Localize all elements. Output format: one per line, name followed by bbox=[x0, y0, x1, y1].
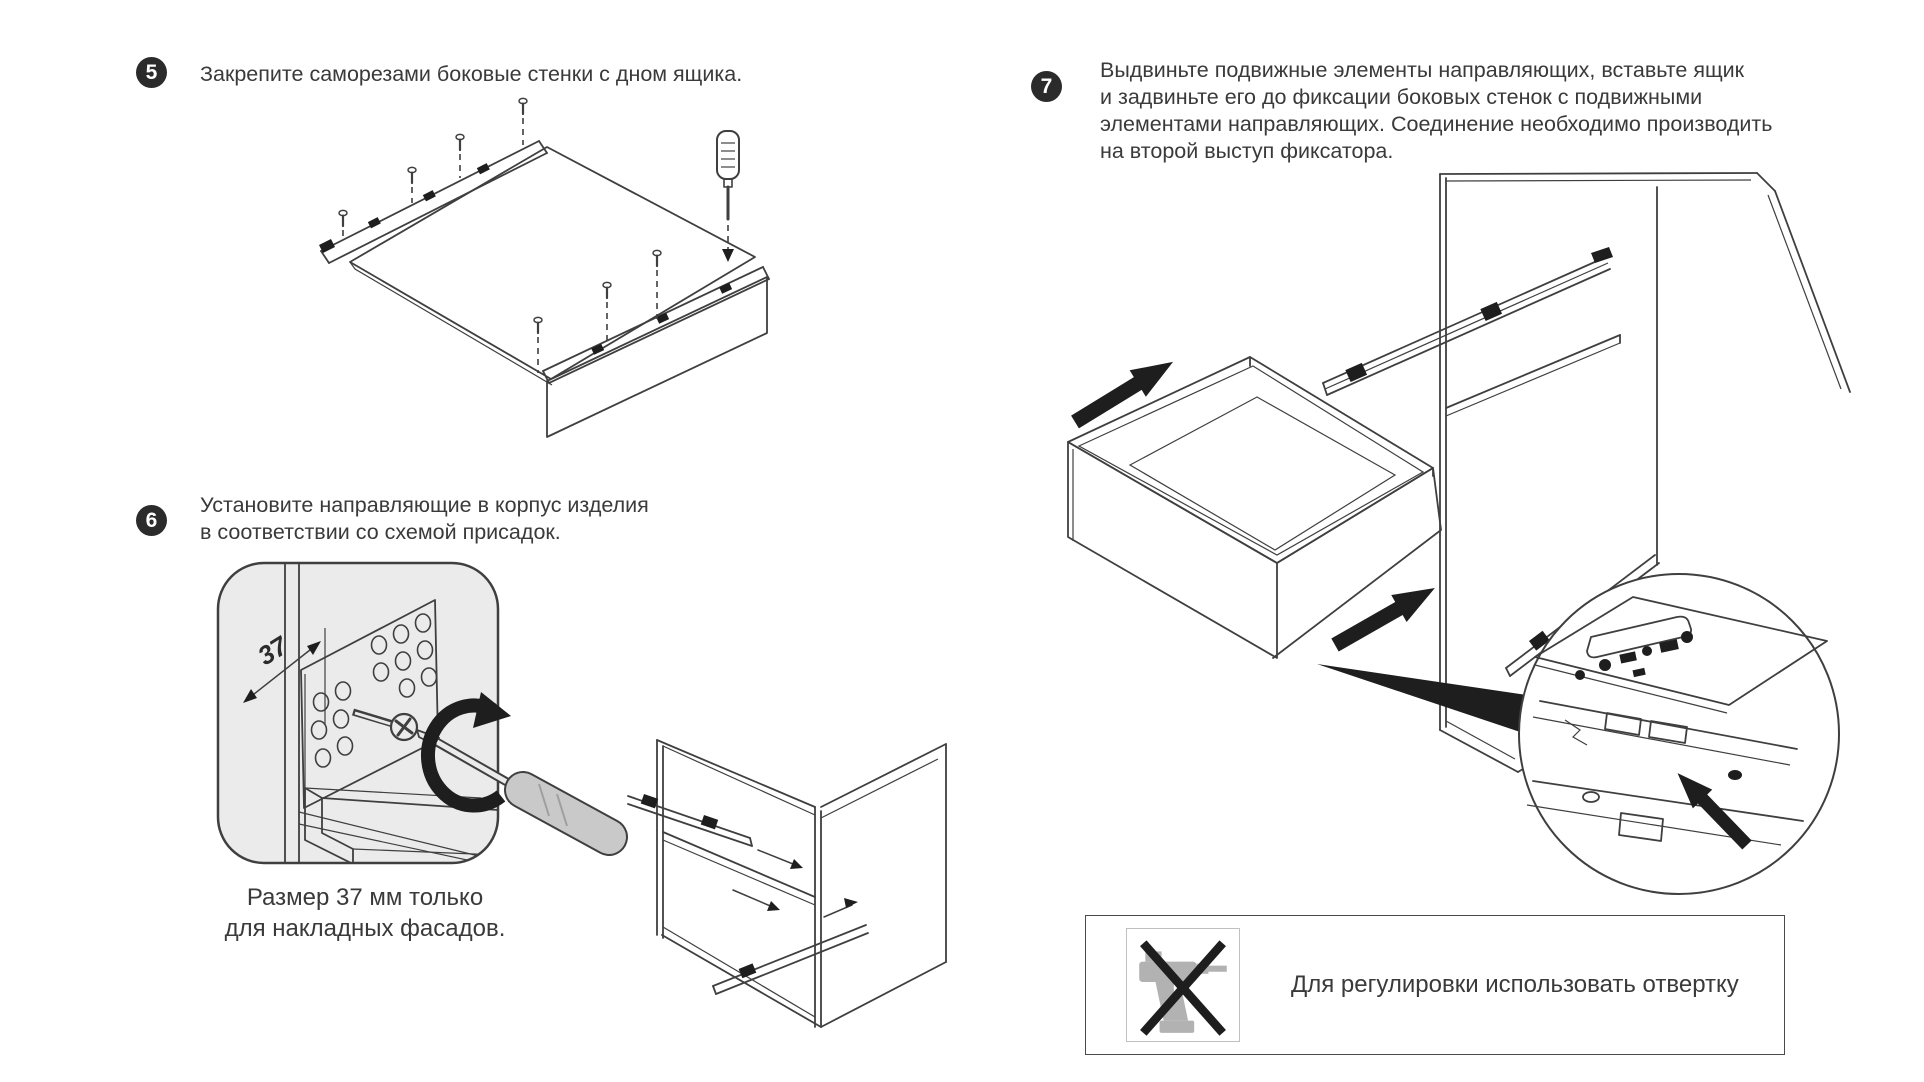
step-7-number: 7 bbox=[1040, 75, 1053, 98]
step-6-line-2: в соответствии со схемой присадок. bbox=[200, 520, 561, 544]
push-arrow-lower-icon bbox=[1327, 575, 1442, 659]
step-5-number: 5 bbox=[145, 61, 158, 84]
step-6-cabinet-illustration bbox=[628, 672, 1023, 1077]
step-5-illustration bbox=[265, 85, 820, 465]
screws-left bbox=[339, 98, 527, 238]
step-6-line-1: Установите направляющие в корпус изделия bbox=[200, 493, 649, 517]
insert-arrow-upper bbox=[758, 850, 803, 869]
cabinet-carcass bbox=[657, 740, 946, 1027]
latch-detail-circle bbox=[1519, 574, 1839, 894]
push-arrow-upper-icon bbox=[1067, 349, 1181, 436]
drawer-bottom-panel bbox=[350, 147, 755, 385]
left-slide-rail bbox=[319, 141, 547, 263]
screws-front bbox=[534, 250, 661, 373]
step-6-detail-view bbox=[205, 550, 650, 880]
step-5-badge bbox=[136, 57, 167, 88]
no-drill-sign bbox=[1126, 928, 1240, 1042]
insert-arrow-lower bbox=[733, 890, 780, 911]
dimension-label: 37 bbox=[252, 630, 293, 672]
step-7-line-2: и задвиньте его до фиксации боковых стенок с подвижными bbox=[1100, 85, 1703, 109]
slide-rail-upper bbox=[628, 794, 752, 846]
caption-line-1: Размер 37 мм только bbox=[246, 884, 484, 911]
drawer-side-board bbox=[547, 277, 767, 437]
step-6-badge bbox=[136, 505, 167, 536]
warning-text: Для регулировки использовать отвертку bbox=[1291, 970, 1739, 998]
step-6-number: 6 bbox=[145, 509, 158, 532]
front-slide-rail bbox=[543, 267, 769, 383]
caption-line-2: для накладных фасадов. bbox=[224, 915, 506, 942]
step-7-illustration bbox=[1035, 145, 1895, 910]
step-5-line-1: Закрепите саморезами боковые стенки с дном ящика. bbox=[200, 62, 743, 86]
slide-rail-upper-extended bbox=[1323, 247, 1613, 395]
step-7-badge bbox=[1031, 71, 1062, 102]
step-6-text bbox=[200, 492, 649, 546]
step-6-caption bbox=[205, 882, 525, 944]
detail-pointer-wedge bbox=[1317, 664, 1540, 735]
crossed-out-drill-icon bbox=[1127, 929, 1239, 1041]
step-7-line-4: на второй выступ фиксатора. bbox=[1100, 139, 1394, 163]
step-7-line-3: элементами направляющих. Соединение необходимо производить bbox=[1100, 112, 1773, 136]
step-5-text bbox=[200, 61, 742, 88]
adjustment-warning-box bbox=[1085, 915, 1785, 1055]
step-7-line-1: Выдвиньте подвижные элементы направляющих, вставьте ящик bbox=[1100, 58, 1745, 82]
slide-rail-lower bbox=[713, 898, 868, 994]
